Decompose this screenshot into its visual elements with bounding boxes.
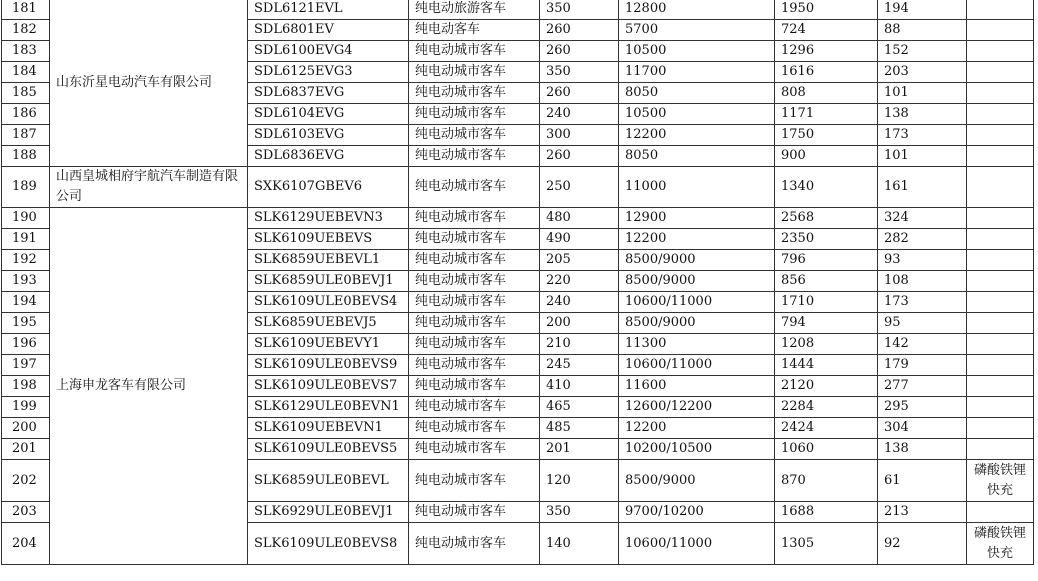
- value-col-2: 10600/11000: [619, 523, 775, 565]
- vehicle-model: SLK6859ULE0BEVL: [248, 460, 409, 502]
- vehicle-model: SXK6107GBEV6: [248, 167, 409, 208]
- value-col-2: 8500/9000: [619, 313, 775, 334]
- vehicle-type: 纯电动城市客车: [409, 250, 540, 271]
- note-cell: 磷酸铁锂快充: [967, 460, 1034, 502]
- value-col-3: 1750: [775, 125, 878, 146]
- note-cell: [967, 439, 1034, 460]
- value-col-3: 1060: [775, 439, 878, 460]
- value-col-2: 10600/11000: [619, 292, 775, 313]
- vehicle-model: SLK6129ULE0BEVN1: [248, 397, 409, 418]
- value-col-3: 2424: [775, 418, 878, 439]
- note-cell: [967, 418, 1034, 439]
- value-col-4: 179: [878, 355, 967, 376]
- value-col-1: 120: [540, 460, 619, 502]
- vehicle-type: 纯电动城市客车: [409, 397, 540, 418]
- value-col-2: 8500/9000: [619, 460, 775, 502]
- vehicle-type: 纯电动城市客车: [409, 41, 540, 62]
- table-row: [2, 167, 1034, 208]
- note-cell: [967, 208, 1034, 229]
- vehicle-model: SLK6109UEBEVY1: [248, 334, 409, 355]
- value-col-1: 210: [540, 334, 619, 355]
- note-cell: [967, 334, 1034, 355]
- value-col-2: 9700/10200: [619, 502, 775, 523]
- value-col-3: 1208: [775, 334, 878, 355]
- company-name: 山东沂星电动汽车有限公司: [50, 0, 248, 167]
- value-col-1: 250: [540, 167, 619, 208]
- value-col-3: 856: [775, 271, 878, 292]
- vehicle-model: SDL6801EV: [248, 20, 409, 41]
- value-col-2: 11300: [619, 334, 775, 355]
- vehicle-type: 纯电动城市客车: [409, 502, 540, 523]
- row-number: 191: [2, 229, 50, 250]
- value-col-4: 304: [878, 418, 967, 439]
- value-col-2: 11000: [619, 167, 775, 208]
- value-col-4: 161: [878, 167, 967, 208]
- value-col-1: 350: [540, 0, 619, 20]
- vehicle-type: 纯电动客车: [409, 20, 540, 41]
- note-cell: [967, 0, 1034, 20]
- row-number: 189: [2, 167, 50, 208]
- value-col-1: 350: [540, 62, 619, 83]
- value-col-4: 295: [878, 397, 967, 418]
- vehicle-model: SDL6836EVG: [248, 146, 409, 167]
- value-col-2: 11600: [619, 376, 775, 397]
- value-col-2: 8500/9000: [619, 271, 775, 292]
- table-row: [2, 0, 1034, 20]
- vehicle-type: 纯电动城市客车: [409, 146, 540, 167]
- note-cell: [967, 376, 1034, 397]
- value-col-3: 2350: [775, 229, 878, 250]
- value-col-1: 260: [540, 83, 619, 104]
- vehicle-type: 纯电动城市客车: [409, 313, 540, 334]
- value-col-4: 88: [878, 20, 967, 41]
- vehicle-model: SLK6109UEBEVN1: [248, 418, 409, 439]
- value-col-2: 10500: [619, 104, 775, 125]
- vehicle-model: SDL6103EVG: [248, 125, 409, 146]
- row-number: 187: [2, 125, 50, 146]
- vehicle-type: 纯电动城市客车: [409, 334, 540, 355]
- value-col-1: 410: [540, 376, 619, 397]
- value-col-1: 240: [540, 292, 619, 313]
- vehicle-model: SDL6100EVG4: [248, 41, 409, 62]
- value-col-1: 245: [540, 355, 619, 376]
- vehicle-model: SLK6109ULE0BEVS5: [248, 439, 409, 460]
- value-col-2: 12200: [619, 418, 775, 439]
- value-col-3: 870: [775, 460, 878, 502]
- row-number: 183: [2, 41, 50, 62]
- value-col-1: 240: [540, 104, 619, 125]
- value-col-2: 8500/9000: [619, 250, 775, 271]
- value-col-3: 2284: [775, 397, 878, 418]
- value-col-4: 95: [878, 313, 967, 334]
- note-cell: [967, 229, 1034, 250]
- vehicle-type: 纯电动城市客车: [409, 355, 540, 376]
- vehicle-model: SLK6109ULE0BEVS8: [248, 523, 409, 565]
- row-number: 186: [2, 104, 50, 125]
- vehicle-model: SDL6104EVG: [248, 104, 409, 125]
- vehicle-model: SLK6109ULE0BEVS9: [248, 355, 409, 376]
- note-cell: [967, 41, 1034, 62]
- row-number: 201: [2, 439, 50, 460]
- note-cell: [967, 62, 1034, 83]
- value-col-1: 140: [540, 523, 619, 565]
- value-col-1: 220: [540, 271, 619, 292]
- vehicle-model: SDL6121EVL: [248, 0, 409, 20]
- vehicle-type: 纯电动城市客车: [409, 229, 540, 250]
- row-number: 193: [2, 271, 50, 292]
- value-col-1: 260: [540, 20, 619, 41]
- note-cell: [967, 146, 1034, 167]
- vehicle-type: 纯电动城市客车: [409, 62, 540, 83]
- note-cell: [967, 397, 1034, 418]
- value-col-2: 12800: [619, 0, 775, 20]
- value-col-4: 194: [878, 0, 967, 20]
- value-col-4: 138: [878, 439, 967, 460]
- vehicle-model: SLK6129UEBEVN3: [248, 208, 409, 229]
- value-col-2: 10600/11000: [619, 355, 775, 376]
- vehicle-type: 纯电动城市客车: [409, 208, 540, 229]
- value-col-4: 138: [878, 104, 967, 125]
- vehicle-model: SLK6109ULE0BEVS4: [248, 292, 409, 313]
- table-row: [2, 208, 1034, 229]
- value-col-2: 8050: [619, 146, 775, 167]
- vehicle-model: SLK6859UEBEVJ5: [248, 313, 409, 334]
- value-col-4: 92: [878, 523, 967, 565]
- note-cell: 磷酸铁锂快充: [967, 523, 1034, 565]
- note-cell: [967, 313, 1034, 334]
- value-col-4: 277: [878, 376, 967, 397]
- value-col-3: 724: [775, 20, 878, 41]
- vehicle-catalog-table: [1, 0, 1034, 565]
- row-number: 196: [2, 334, 50, 355]
- row-number: 190: [2, 208, 50, 229]
- vehicle-type: 纯电动旅游客车: [409, 0, 540, 20]
- row-number: 202: [2, 460, 50, 502]
- value-col-4: 101: [878, 146, 967, 167]
- row-number: 184: [2, 62, 50, 83]
- row-number: 198: [2, 376, 50, 397]
- row-number: 197: [2, 355, 50, 376]
- value-col-4: 173: [878, 292, 967, 313]
- vehicle-model: SLK6109ULE0BEVS7: [248, 376, 409, 397]
- note-cell: [967, 167, 1034, 208]
- value-col-1: 260: [540, 146, 619, 167]
- value-col-3: 1296: [775, 41, 878, 62]
- vehicle-type: 纯电动城市客车: [409, 104, 540, 125]
- value-col-4: 108: [878, 271, 967, 292]
- value-col-3: 1305: [775, 523, 878, 565]
- value-col-2: 8050: [619, 83, 775, 104]
- value-col-2: 12600/12200: [619, 397, 775, 418]
- row-number: 188: [2, 146, 50, 167]
- company-name: 上海申龙客车有限公司: [50, 208, 248, 565]
- vehicle-type: 纯电动城市客车: [409, 125, 540, 146]
- note-cell: [967, 250, 1034, 271]
- vehicle-model: SDL6837EVG: [248, 83, 409, 104]
- company-name: 山西皇城相府宇航汽车制造有限公司: [50, 167, 248, 208]
- value-col-3: 1340: [775, 167, 878, 208]
- vehicle-model: SDL6125EVG3: [248, 62, 409, 83]
- value-col-1: 200: [540, 313, 619, 334]
- vehicle-type: 纯电动城市客车: [409, 418, 540, 439]
- vehicle-type: 纯电动城市客车: [409, 271, 540, 292]
- value-col-1: 205: [540, 250, 619, 271]
- note-cell: [967, 104, 1034, 125]
- row-number: 181: [2, 0, 50, 20]
- value-col-3: 1688: [775, 502, 878, 523]
- value-col-1: 485: [540, 418, 619, 439]
- vehicle-type: 纯电动城市客车: [409, 83, 540, 104]
- note-cell: [967, 125, 1034, 146]
- value-col-4: 142: [878, 334, 967, 355]
- value-col-1: 201: [540, 439, 619, 460]
- note-cell: [967, 355, 1034, 376]
- value-col-3: 808: [775, 83, 878, 104]
- row-number: 194: [2, 292, 50, 313]
- value-col-2: 11700: [619, 62, 775, 83]
- value-col-4: 61: [878, 460, 967, 502]
- value-col-3: 1710: [775, 292, 878, 313]
- value-col-4: 93: [878, 250, 967, 271]
- note-cell: [967, 292, 1034, 313]
- value-col-2: 12200: [619, 229, 775, 250]
- row-number: 185: [2, 83, 50, 104]
- value-col-4: 101: [878, 83, 967, 104]
- row-number: 203: [2, 502, 50, 523]
- vehicle-type: 纯电动城市客车: [409, 292, 540, 313]
- note-cell: [967, 502, 1034, 523]
- value-col-3: 2568: [775, 208, 878, 229]
- value-col-4: 213: [878, 502, 967, 523]
- value-col-3: 1171: [775, 104, 878, 125]
- value-col-1: 300: [540, 125, 619, 146]
- vehicle-model: SLK6859ULE0BEVJ1: [248, 271, 409, 292]
- vehicle-type: 纯电动城市客车: [409, 523, 540, 565]
- value-col-1: 465: [540, 397, 619, 418]
- row-number: 204: [2, 523, 50, 565]
- table-body: [2, 0, 1034, 565]
- value-col-3: 2120: [775, 376, 878, 397]
- vehicle-type: 纯电动城市客车: [409, 439, 540, 460]
- value-col-1: 350: [540, 502, 619, 523]
- value-col-1: 490: [540, 229, 619, 250]
- value-col-3: 1616: [775, 62, 878, 83]
- value-col-3: 1444: [775, 355, 878, 376]
- row-number: 182: [2, 20, 50, 41]
- value-col-2: 10500: [619, 41, 775, 62]
- value-col-2: 5700: [619, 20, 775, 41]
- value-col-4: 203: [878, 62, 967, 83]
- vehicle-type: 纯电动城市客车: [409, 167, 540, 208]
- value-col-3: 900: [775, 146, 878, 167]
- value-col-2: 10200/10500: [619, 439, 775, 460]
- value-col-3: 794: [775, 313, 878, 334]
- row-number: 199: [2, 397, 50, 418]
- value-col-4: 152: [878, 41, 967, 62]
- vehicle-type: 纯电动城市客车: [409, 376, 540, 397]
- row-number: 192: [2, 250, 50, 271]
- row-number: 195: [2, 313, 50, 334]
- row-number: 200: [2, 418, 50, 439]
- value-col-4: 324: [878, 208, 967, 229]
- note-cell: [967, 271, 1034, 292]
- value-col-3: 796: [775, 250, 878, 271]
- vehicle-model: SLK6929ULE0BEVJ1: [248, 502, 409, 523]
- vehicle-model: SLK6859UEBEVL1: [248, 250, 409, 271]
- note-cell: [967, 20, 1034, 41]
- value-col-1: 260: [540, 41, 619, 62]
- vehicle-type: 纯电动城市客车: [409, 460, 540, 502]
- vehicle-model: SLK6109UEBEVS: [248, 229, 409, 250]
- value-col-3: 1950: [775, 0, 878, 20]
- value-col-4: 282: [878, 229, 967, 250]
- value-col-4: 173: [878, 125, 967, 146]
- value-col-1: 480: [540, 208, 619, 229]
- note-cell: [967, 83, 1034, 104]
- value-col-2: 12200: [619, 125, 775, 146]
- value-col-2: 12900: [619, 208, 775, 229]
